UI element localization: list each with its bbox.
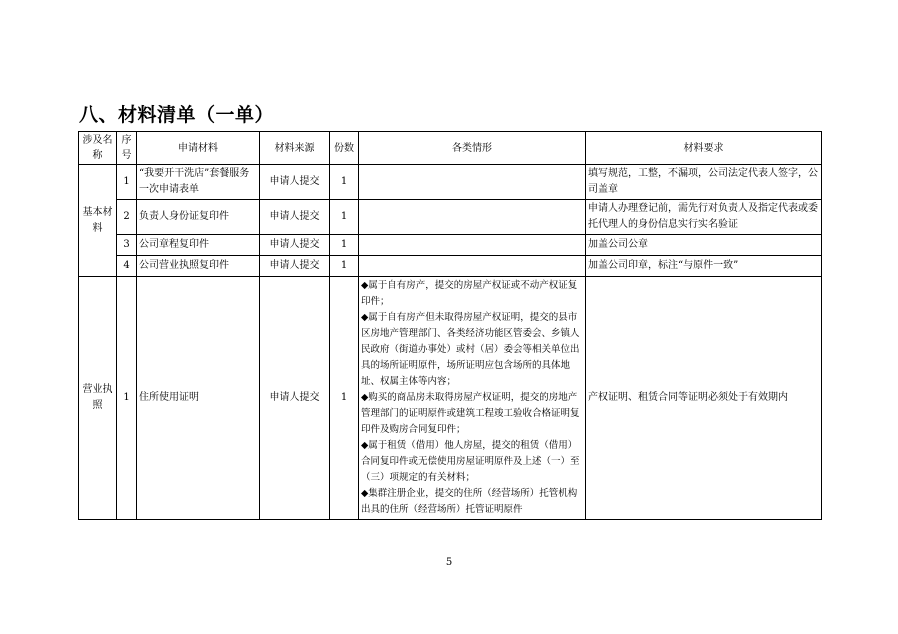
material-source: 申请人提交 <box>260 165 330 200</box>
header-copies: 份数 <box>330 132 359 165</box>
situation-item: ◆属于租赁（借用）他人房屋，提交的租赁（借用）合同复印件或无偿使用房屋证明原件及上述（一）至（三）项规定的有关材料； <box>361 440 580 483</box>
header-number: 序号 <box>117 132 137 165</box>
copies: 1 <box>330 165 359 200</box>
situations-cell <box>359 277 586 520</box>
situation-item: ◆集群注册企业，提交的住所（经营场所）托管机构出具的住所（经营场所）托管证明原件 <box>361 488 578 515</box>
table-row <box>79 200 822 235</box>
situations-cell <box>359 256 586 277</box>
header-situations: 各类情形 <box>359 132 586 165</box>
header-requirement: 材料要求 <box>586 132 822 165</box>
material-source: 申请人提交 <box>260 235 330 256</box>
header-source: 材料来源 <box>260 132 330 165</box>
material-requirement: 加盖公司公章 <box>586 235 822 256</box>
material-source: 申请人提交 <box>260 256 330 277</box>
row-number: 3 <box>117 235 137 256</box>
row-number: 2 <box>117 200 137 235</box>
header-material: 申请材料 <box>137 132 260 165</box>
table-header-row <box>79 132 822 165</box>
copies: 1 <box>330 200 359 235</box>
material-source: 申请人提交 <box>260 200 330 235</box>
situations-cell <box>359 165 586 200</box>
material-requirement: 产权证明、租赁合同等证明必须处于有效期内 <box>586 277 822 520</box>
table-row <box>79 256 822 277</box>
row-number: 1 <box>117 277 137 520</box>
situation-item: ◆属于自有房产但未取得房屋产权证明，提交的县市区房地产管理部门、各类经济功能区管委会、乡镇人民政府（街道办事处）或村（居）委会等相关单位出具的场所证明原件，场所证明应包含场所的具体地址、权属主体等内容； <box>361 312 580 387</box>
materials-table <box>78 131 822 520</box>
material-name: 负责人身份证复印件 <box>137 200 260 235</box>
material-name: 公司章程复印件 <box>137 235 260 256</box>
copies: 1 <box>330 277 359 520</box>
situation-item: ◆属于自有房产，提交的房屋产权证或不动产权证复印件； <box>361 280 578 307</box>
group-name: 营业执照 <box>79 277 117 520</box>
table-row <box>79 165 822 200</box>
table-row <box>79 277 822 520</box>
material-requirement: 申请人办理登记前，需先行对负责人及指定代表或委托代理人的身份信息实行实名验证 <box>586 200 822 235</box>
material-name: 住所使用证明 <box>137 277 260 520</box>
row-number: 4 <box>117 256 137 277</box>
group-name: 基本材料 <box>79 165 117 277</box>
material-requirement: 加盖公司印章，标注“与原件一致” <box>586 256 822 277</box>
situation-item: ◆购买的商品房未取得房屋产权证明，提交的房地产管理部门的证明原件或建筑工程竣工验收合格证明复印件及购房合同复印件； <box>361 392 580 435</box>
header-category: 涉及名称 <box>79 132 117 165</box>
material-name: “我要开干洗店”套餐服务一次申请表单 <box>137 165 260 200</box>
material-source: 申请人提交 <box>260 277 330 520</box>
situations-cell <box>359 200 586 235</box>
table-row <box>79 235 822 256</box>
section-title: 八、材料清单（一单） <box>79 104 275 126</box>
copies: 1 <box>330 256 359 277</box>
copies: 1 <box>330 235 359 256</box>
material-requirement: 填写规范，工整，不漏项，公司法定代表人签字，公司盖章 <box>586 165 822 200</box>
situations-cell <box>359 235 586 256</box>
material-name: 公司营业执照复印件 <box>137 256 260 277</box>
page-number: 5 <box>445 557 453 568</box>
row-number: 1 <box>117 165 137 200</box>
